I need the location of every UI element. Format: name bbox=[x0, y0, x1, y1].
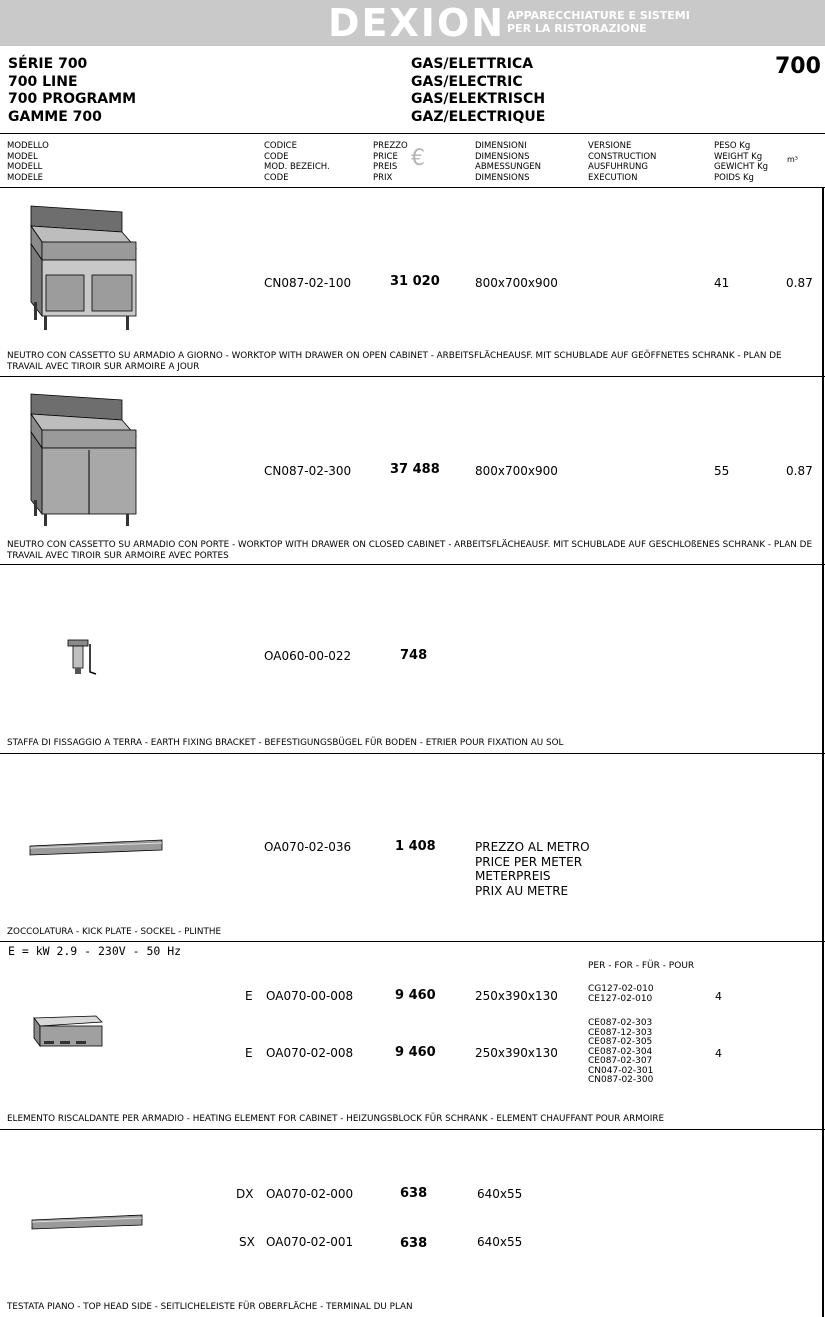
col-header-code: CODICE CODE MOD. BEZEICH. CODE bbox=[264, 141, 330, 183]
variant-prefix: E bbox=[245, 989, 253, 1003]
euro-icon: € bbox=[411, 146, 425, 171]
divider bbox=[0, 376, 825, 377]
product-code: OA070-02-001 bbox=[266, 1235, 354, 1249]
product-price: 31 020 bbox=[390, 274, 440, 289]
product-code: OA060-00-022 bbox=[264, 649, 352, 663]
electrical-spec: E = kW 2.9 - 230V - 50 Hz bbox=[8, 944, 182, 958]
brand-tagline: APPARECCHIATURE E SISTEMI PER LA RISTORAZIONE bbox=[507, 9, 690, 35]
page-number: 700 bbox=[775, 54, 821, 79]
product-volume: 0.87 bbox=[786, 276, 813, 290]
product-description: STAFFA DI FISSAGGIO A TERRA - EARTH FIXING BRACKET - BEFESTIGUNGSBÜGEL FÜR BODEN - ETRIER POUR FIXATION AU SOL bbox=[7, 738, 564, 748]
product-dimensions: 800x700x900 bbox=[475, 276, 558, 290]
product-price: 1 408 bbox=[395, 839, 436, 854]
col-header-dimensions: DIMENSIONI DIMENSIONS ABMESSUNGEN DIMENSIONS bbox=[475, 141, 542, 183]
worktop-open-cabinet-image bbox=[26, 202, 138, 342]
product-price: 9 460 bbox=[395, 1045, 436, 1060]
fixing-bracket-image bbox=[66, 638, 102, 678]
series-title: SÉRIE 700 700 LINE 700 PROGRAMM GAMME 700 bbox=[8, 56, 137, 125]
product-qty: 4 bbox=[715, 1047, 722, 1060]
kick-plate-image bbox=[28, 838, 166, 858]
product-description: NEUTRO CON CASSETTO SU ARMADIO CON PORTE - WORKTOP WITH DRAWER ON CLOSED CABINET - ARBEITSFLÄCHEAUSF. MIT SCHUBLADE AUF GESCHLOßENES SCHRANK - PLAN DE TRAVAIL AVEC TIROIR SUR ARMOIRE AVEC PORTES bbox=[7, 540, 813, 561]
product-description: NEUTRO CON CASSETTO SU ARMADIO A GIORNO - WORKTOP WITH DRAWER ON OPEN CABINET - ARBEITSFLÄCHEAUSF. MIT SCHUBLADE AUF GEÖFFNETES SCHRANK - PLAN DE TRAVAIL AVEC TIROIR SUR ARMOIRE A JOUR bbox=[7, 351, 782, 372]
product-price: 638 bbox=[400, 1236, 428, 1251]
product-code: CN087-02-300 bbox=[264, 464, 352, 478]
variant-prefix: DX bbox=[236, 1187, 254, 1201]
product-dimensions: 640x55 bbox=[477, 1187, 523, 1201]
compatible-models: CE087-02-303 CE087-12-303 CE087-02-305 CE087-02-304 CE087-02-307 CN047-02-301 CN087-02-300 bbox=[588, 1018, 654, 1085]
divider bbox=[0, 1129, 825, 1130]
product-code: OA070-02-036 bbox=[264, 840, 352, 854]
product-code: CN087-02-100 bbox=[264, 276, 352, 290]
product-description: TESTATA PIANO - TOP HEAD SIDE - SEITLICHELEISTE FÜR OBERFLÄCHE - TERMINAL DU PLAN bbox=[7, 1302, 413, 1312]
col-header-weight: PESO Kg WEIGHT Kg GEWICHT Kg POIDS Kg bbox=[714, 141, 769, 183]
divider bbox=[0, 941, 825, 942]
divider bbox=[0, 187, 825, 188]
product-price: 9 460 bbox=[395, 988, 436, 1003]
product-dimensions: 800x700x900 bbox=[475, 464, 558, 478]
brand-logo: DEXION bbox=[328, 1, 506, 45]
product-description: ZOCCOLATURA - KICK PLATE - SOCKEL - PLINTHE bbox=[7, 927, 222, 937]
heating-element-image bbox=[30, 1014, 104, 1054]
variant-prefix: E bbox=[245, 1046, 253, 1060]
col-header-price: PREZZO PRICE PREIS PRIX bbox=[373, 141, 408, 183]
product-qty: 4 bbox=[715, 990, 722, 1003]
product-description: ELEMENTO RISCALDANTE PER ARMADIO - HEATING ELEMENT FOR CABINET - HEIZUNGSBLOCK FÜR SCHRANK - ELEMENT CHAUFFANT POUR ARMOIRE bbox=[7, 1114, 665, 1124]
for-label: PER - FOR - FÜR - POUR bbox=[588, 961, 695, 971]
product-volume: 0.87 bbox=[786, 464, 813, 478]
top-head-side-image bbox=[30, 1212, 146, 1232]
col-header-model: MODELLO MODEL MODELL MODELE bbox=[7, 141, 49, 183]
product-dimensions: 250x390x130 bbox=[475, 989, 558, 1003]
product-weight: 41 bbox=[714, 276, 730, 290]
product-dimensions: 640x55 bbox=[477, 1235, 523, 1249]
compatible-models: CG127-02-010 CE127-02-010 bbox=[588, 984, 654, 1004]
divider bbox=[0, 564, 825, 565]
product-price: 748 bbox=[400, 648, 428, 663]
right-border bbox=[822, 187, 824, 1317]
product-price: 638 bbox=[400, 1186, 428, 1201]
product-code: OA070-02-008 bbox=[266, 1046, 354, 1060]
divider bbox=[0, 133, 825, 134]
product-dimensions: 250x390x130 bbox=[475, 1046, 558, 1060]
category-title: GAS/ELETTRICA GAS/ELECTRIC GAS/ELEKTRISCH GAZ/ELECTRIQUE bbox=[411, 56, 546, 125]
variant-prefix: SX bbox=[239, 1235, 255, 1249]
product-weight: 55 bbox=[714, 464, 730, 478]
divider bbox=[0, 753, 825, 754]
worktop-closed-cabinet-image bbox=[26, 390, 138, 530]
product-price: 37 488 bbox=[390, 462, 440, 477]
price-per-meter-note: PREZZO AL METRO PRICE PER METER METERPREIS PRIX AU METRE bbox=[475, 840, 590, 898]
product-code: OA070-02-000 bbox=[266, 1187, 354, 1201]
product-code: OA070-00-008 bbox=[266, 989, 354, 1003]
col-header-version: VERSIONE CONSTRUCTION AUSFUHRUNG EXECUTION bbox=[588, 141, 657, 183]
col-header-volume: m³ bbox=[787, 155, 798, 164]
